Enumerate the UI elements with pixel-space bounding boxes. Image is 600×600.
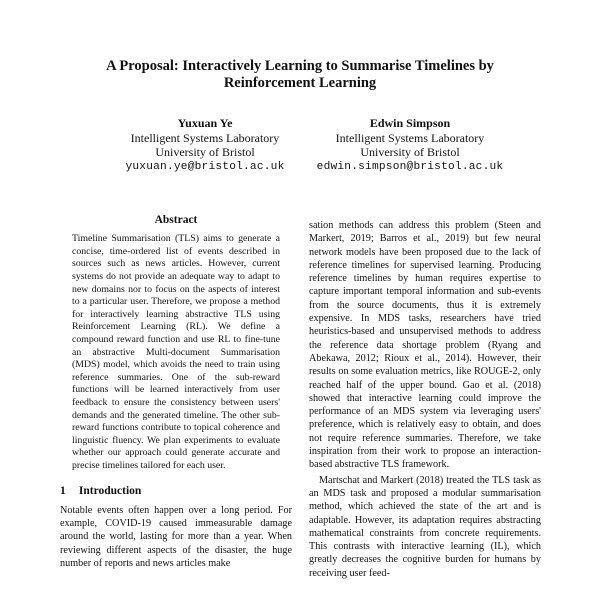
author-block-1 <box>95 116 315 174</box>
section-number: 1 <box>60 484 66 497</box>
section-heading-introduction <box>60 485 292 498</box>
section-title: Introduction <box>78 484 142 497</box>
author-name: Yuxuan Ye <box>177 116 233 130</box>
author-block-2 <box>295 116 525 174</box>
paper-title <box>40 58 560 92</box>
author-institution: University of Bristol <box>155 145 255 159</box>
author-affiliation: Intelligent Systems Laboratory <box>130 130 280 145</box>
author-email: yuxuan.ye@bristol.ac.uk <box>125 160 285 173</box>
intro-paragraph: Notable events often happen over a long period. For example, COVID-19 caused immeasurable damage around the world, lasting for more than a year. When reviewing different aspects of the disaster, the huge number of reports and news articles make <box>60 504 292 570</box>
abstract-heading: Abstract <box>154 214 198 226</box>
author-affiliation: Intelligent Systems Laboratory <box>335 130 485 145</box>
title-line-1: A Proposal: Interactively Learning to Summarise Timelines by <box>106 58 494 74</box>
author-email: edwin.simpson@bristol.ac.uk <box>316 160 504 173</box>
right-column <box>309 219 541 580</box>
title-line-2: Reinforcement Learning <box>223 75 377 91</box>
body-paragraph-2: Martschat and Markert (2018) treated the TLS task as an MDS task and proposed a modular summarisation method, which achieved the state of the art and is adaptable. However, its adaptation requires abstracting mathematical constraints from concrete requirements. This contrasts with interactive learning (IL), which greatly decreases the cognitive burden for humans by receiving user feed- <box>309 474 541 579</box>
left-column <box>60 214 292 570</box>
author-institution: University of Bristol <box>360 145 460 159</box>
abstract-body: Timeline Summarisation (TLS) aims to generate a concise, time-ordered list of events described in sources such as news articles. However, current systems do not provide an adequate way to adapt to new domains nor to focus on the aspects of interest to a particular user. Therefore, we propose a method for interactively learning abstractive TLS using Reinforcement Learning (RL). We define a compound reward function and use RL to fine-tune an abstractive Multi-document Summarisation (MDS) model, which avoids the need to train using reference summaries. One of the sub-reward functions will be learned interactively from user feedback to ensure the consistency between users' demands and the generated timeline. The other sub-reward functions contribute to topical coherence and linguistic fluency. We plan experiments to evaluate whether our approach could generate accurate and precise timelines tailored for each user. <box>72 233 280 471</box>
body-paragraph-1: sation methods can address this problem (Steen and Markert, 2019; Barros et al., 2019) but few neural network models have been proposed due to the lack of reference timelines for supervised learning. Producing reference timelines by human requires expertise to capture important temporal information and sub-events from the source documents, thus it is extremely expensive. In MDS tasks, researchers have tried heuristics-based and unsupervised methods to address the reference data shortage problem (Ryang and Abekawa, 2012; Rioux et al., 2014). However, their results on some evaluation metrics, like ROUGE-2, only reached half of the upper bound. Gao et al. (2018) showed that interactive learning could improve the performance of an MDS system via leveraging users' preference, which is relatively easy to obtain, and does not require reference summaries. Therefore, we take inspiration from their work to propose an interaction-based abstractive TLS framework. <box>309 220 541 471</box>
author-name: Edwin Simpson <box>369 116 451 130</box>
